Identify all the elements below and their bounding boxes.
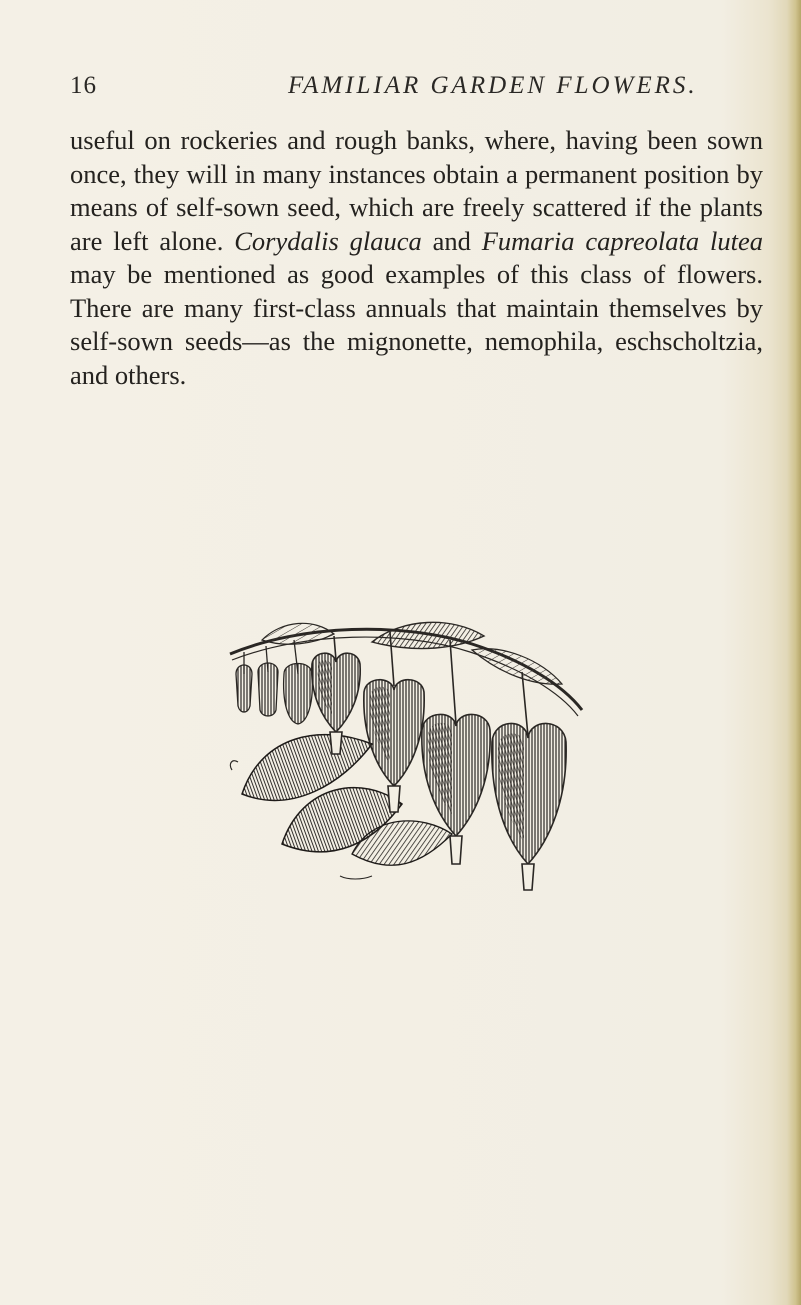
text-segment: may be mentioned as good examples of this class of flowers. There are many first-class annuals that maintain themselves by self-sown seeds—as the mignonette, nemophila, eschscholtzia, and others. bbox=[70, 259, 763, 390]
running-head bbox=[70, 72, 758, 102]
bleeding-heart-engraving-icon bbox=[222, 614, 588, 892]
text-segment: and bbox=[421, 225, 482, 256]
italic-term: Corydalis glauca bbox=[234, 225, 422, 256]
running-title: FAMILIAR GARDEN FLOWERS. bbox=[288, 72, 698, 99]
text-segment: useful on rockeries and rough banks, where, having been sown once, they will in many instances obtain a permanent position by means of self-sown seed, which are freely scattered if the plants are left alone. bbox=[70, 125, 763, 256]
italic-term: Fumaria capreolata lutea bbox=[481, 225, 763, 256]
body-paragraph bbox=[70, 124, 763, 392]
page-edge-shadow bbox=[787, 0, 801, 1305]
paragraph bbox=[70, 124, 763, 392]
page-number: 16 bbox=[70, 72, 97, 99]
